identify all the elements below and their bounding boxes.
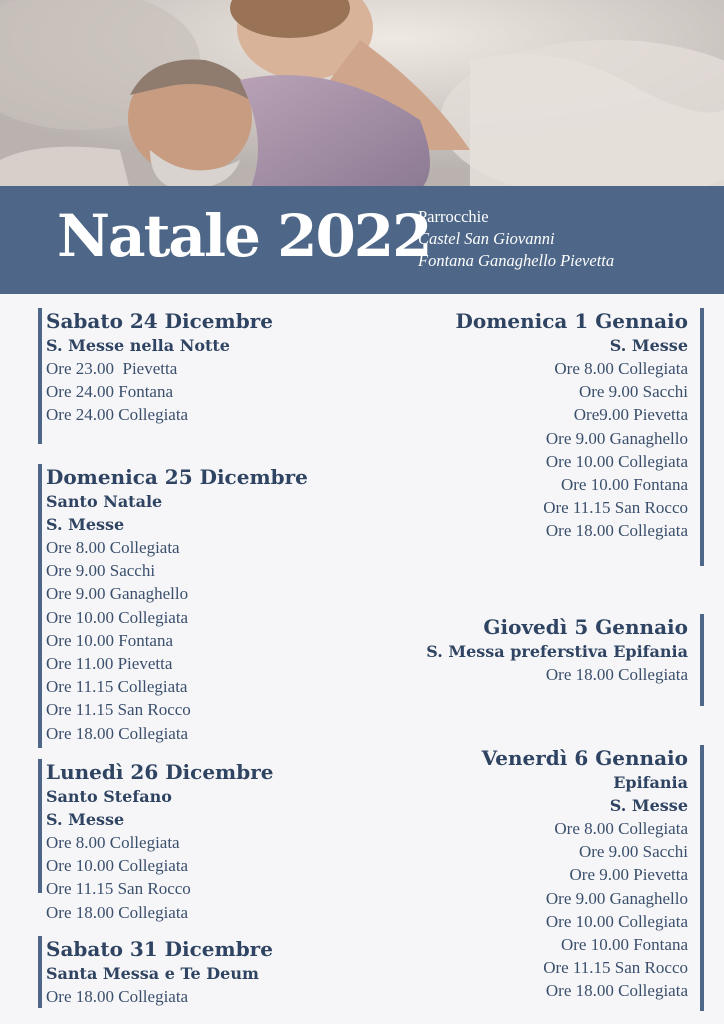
section-subtitle: Santa Messa e Te Deum — [46, 964, 259, 983]
section-day: Giovedì 5 Gennaio — [483, 615, 688, 639]
mass-time: Ore 24.00 Collegiata — [46, 405, 189, 425]
section-subtitle: S. Messe — [609, 796, 688, 815]
parish-label: Parrocchie — [418, 207, 489, 226]
section-day: Domenica 25 Dicembre — [46, 465, 308, 489]
schedule-venerdi-6 — [482, 745, 704, 1011]
mass-time: Ore 10.00 Collegiata — [545, 451, 688, 471]
page-title: Natale 2022 — [57, 202, 431, 270]
section-subtitle: S. Messe — [46, 515, 125, 534]
mass-time: Ore 8.00 Collegiata — [554, 819, 688, 838]
section-accent-bar — [38, 308, 42, 444]
mass-time: Ore 11.00 Pievetta — [46, 654, 173, 674]
section-subtitle: S. Messe — [46, 810, 125, 829]
section-subtitle: Epifania — [613, 773, 688, 792]
section-subtitle: S. Messa preferstiva Epifania — [426, 642, 688, 661]
section-day: Sabato 31 Dicembre — [46, 937, 273, 961]
section-accent-bar — [38, 759, 42, 893]
mass-time: Ore 9.00 Sacchi — [578, 382, 688, 402]
mass-time: Ore 11.15 San Rocco — [543, 958, 688, 978]
section-day: Sabato 24 Dicembre — [46, 309, 273, 333]
schedule-sabato-31 — [38, 936, 273, 1008]
mass-time: Ore 18.00 Collegiata — [545, 981, 688, 1001]
section-subtitle: Santo Stefano — [46, 787, 172, 806]
section-accent-bar — [38, 936, 42, 1008]
section-day: Venerdì 6 Gennaio — [481, 746, 688, 770]
section-accent-bar — [700, 308, 704, 566]
schedule-sabato-24 — [38, 308, 273, 444]
schedule-domenica-1 — [456, 308, 704, 566]
section-day: Lunedì 26 Dicembre — [46, 760, 274, 784]
section-subtitle: S. Messe nella Notte — [46, 336, 230, 355]
mass-time: Ore 9.00 Ganaghello — [545, 888, 688, 908]
section-accent-bar — [700, 745, 704, 1011]
mass-time: Ore 11.15 San Rocco — [46, 700, 191, 720]
parish-line: Fontana Ganaghello Pievetta — [418, 251, 615, 270]
section-day: Domenica 1 Gennaio — [455, 309, 688, 333]
mass-time: Ore 18.00 Collegiata — [46, 902, 189, 922]
mass-time: Ore 18.00 Collegiata — [545, 521, 688, 541]
mass-time: Ore 18.00 Collegiata — [46, 723, 189, 743]
parish-block — [418, 206, 614, 272]
schedule-giovedi-5 — [426, 614, 704, 706]
mass-time: Ore 10.00 Collegiata — [545, 911, 688, 931]
mass-time: Ore 10.00 Fontana — [46, 630, 174, 650]
mass-time: Ore 10.00 Collegiata — [46, 856, 189, 876]
mass-time: Ore 9.00 Ganaghello — [545, 428, 688, 448]
painting-illustration — [0, 0, 724, 190]
mass-time: Ore 18.00 Collegiata — [545, 665, 688, 684]
parish-line: Castel San Giovanni — [418, 229, 555, 248]
mass-time: Ore 9.00 Sacchi — [578, 842, 688, 862]
mass-time: Ore 8.00 Collegiata — [554, 359, 688, 378]
schedule-domenica-25 — [38, 464, 308, 748]
hero-painting — [0, 0, 724, 190]
section-subtitle: Santo Natale — [46, 492, 163, 511]
mass-time: Ore 10.00 Fontana — [560, 475, 688, 495]
mass-time: Ore 24.00 Fontana — [46, 382, 174, 402]
mass-time: Ore 10.00 Fontana — [560, 935, 688, 955]
section-accent-bar — [700, 614, 704, 706]
mass-time: Ore 11.15 Collegiata — [46, 677, 188, 697]
mass-time: Ore 18.00 Collegiata — [46, 987, 189, 1006]
mass-time: Ore 8.00 Collegiata — [46, 538, 180, 557]
mass-time: Ore9.00 Pievetta — [573, 405, 688, 425]
mass-time: Ore 11.15 San Rocco — [543, 498, 688, 518]
section-subtitle: S. Messe — [609, 336, 688, 355]
mass-time: Ore 9.00 Pievetta — [569, 865, 688, 885]
mass-time: Ore 11.15 San Rocco — [46, 879, 191, 899]
schedule-lunedi-26 — [38, 759, 274, 922]
mass-time: Ore 9.00 Ganaghello — [46, 584, 189, 604]
mass-time: Ore 10.00 Collegiata — [46, 607, 189, 627]
mass-time: Ore 9.00 Sacchi — [46, 561, 156, 581]
mass-time: Ore 8.00 Collegiata — [46, 833, 180, 852]
section-accent-bar — [38, 464, 42, 748]
mass-time: Ore 23.00 Pievetta — [46, 359, 178, 378]
